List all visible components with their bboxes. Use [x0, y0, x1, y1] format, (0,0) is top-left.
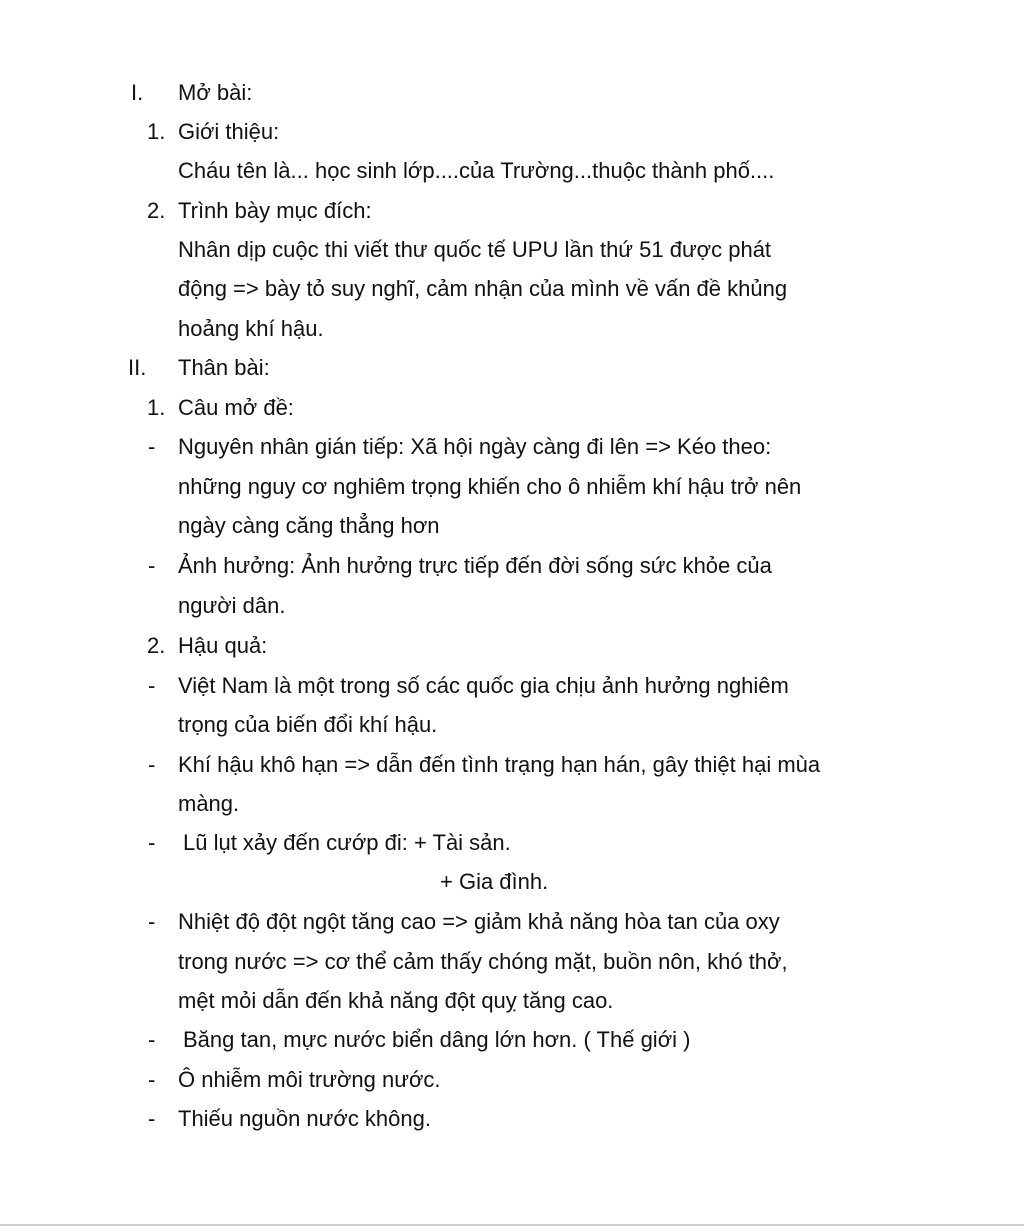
section-title: Mở bài: [178, 80, 253, 105]
roman-numeral-marker: I. [131, 80, 144, 105]
dash-bullet: - [148, 830, 156, 855]
paragraph-text: mệt mỏi dẫn đến khả năng đột quỵ tăng cao. [178, 988, 614, 1013]
dash-bullet: - [148, 1067, 156, 1092]
section-title: Thân bài: [178, 355, 270, 380]
paragraph-text: động => bày tỏ suy nghĩ, cảm nhận của mình về vấn đề khủng [178, 276, 788, 301]
subheading-title: Giới thiệu: [178, 119, 280, 144]
bullet-text: Ô nhiễm môi trường nước. [178, 1067, 441, 1092]
number-marker: 1. [147, 119, 166, 144]
number-marker: 1. [147, 395, 166, 420]
subheading-title: Trình bày mục đích: [178, 198, 372, 223]
page-bottom-border [0, 1224, 1024, 1226]
dash-bullet: - [148, 1027, 156, 1052]
paragraph-text: Cháu tên là... học sinh lớp....của Trường...thuộc thành phố.... [178, 158, 775, 183]
bullet-text: Băng tan, mực nước biển dâng lớn hơn. ( Thế giới ) [183, 1027, 691, 1052]
subheading-title: Hậu quả: [178, 633, 268, 658]
bullet-text: Nhiệt độ đột ngột tăng cao => giảm khả năng hòa tan của oxy [178, 909, 780, 934]
bullet-text: Khí hậu khô hạn => dẫn đến tình trạng hạn hán, gây thiệt hại mùa [178, 752, 821, 777]
paragraph-text: hoảng khí hậu. [178, 316, 324, 341]
paragraph-text: trong nước => cơ thể cảm thấy chóng mặt, buồn nôn, khó thở, [178, 949, 788, 974]
dash-bullet: - [148, 752, 156, 777]
subheading-title: Câu mở đề: [178, 395, 294, 420]
bullet-text: Ảnh hưởng: Ảnh hưởng trực tiếp đến đời sống sức khỏe của [178, 553, 772, 578]
roman-numeral-marker: II. [128, 355, 147, 380]
paragraph-text: trọng của biến đổi khí hậu. [178, 712, 438, 737]
paragraph-text: + Gia đình. [440, 869, 549, 894]
bullet-text: Nguyên nhân gián tiếp: Xã hội ngày càng đi lên => Kéo theo: [178, 434, 772, 459]
bullet-text: Thiếu nguồn nước không. [178, 1106, 431, 1131]
paragraph-text: người dân. [178, 593, 286, 618]
paragraph-text: màng. [178, 791, 240, 816]
number-marker: 2. [147, 198, 166, 223]
dash-bullet: - [148, 673, 156, 698]
bullet-text: Lũ lụt xảy đến cướp đi: + Tài sản. [183, 830, 511, 855]
dash-bullet: - [148, 553, 156, 578]
dash-bullet: - [148, 909, 156, 934]
dash-bullet: - [148, 1106, 156, 1131]
paragraph-text: những nguy cơ nghiêm trọng khiến cho ô nhiễm khí hậu trở nên [178, 474, 802, 499]
bullet-text: Việt Nam là một trong số các quốc gia chịu ảnh hưởng nghiêm [178, 673, 789, 698]
dash-bullet: - [148, 434, 156, 459]
paragraph-text: ngày càng căng thẳng hơn [178, 513, 440, 538]
paragraph-text: Nhân dịp cuộc thi viết thư quốc tế UPU lần thứ 51 được phát [178, 237, 772, 262]
number-marker: 2. [147, 633, 166, 658]
